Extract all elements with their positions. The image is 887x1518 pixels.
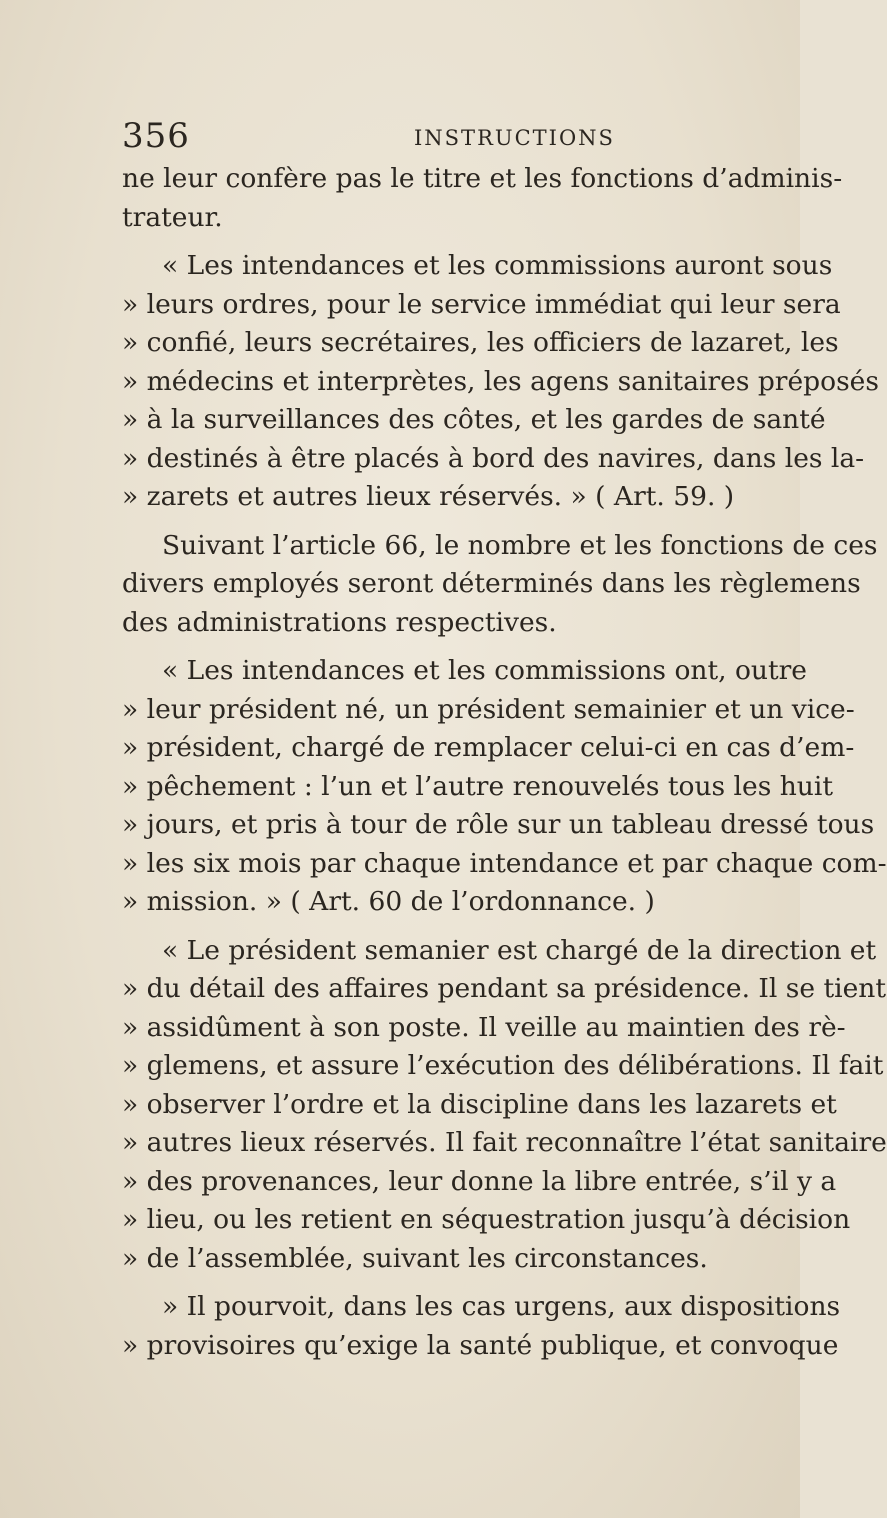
text-line: » autres lieux réservés. Il fait reconnaître l’état sanitaire [122,1127,887,1158]
text-line: divers employés seront déterminés dans les règlemens [122,568,861,599]
text-line: » destinés à être placés à bord des navires, dans les la- [122,442,865,474]
text-line: » à la surveillances des côtes, et les gardes de santé [122,404,826,435]
text-line: » du détail des affaires pendant sa présidence. Il se tient [122,973,887,1004]
text-line: trateur. [122,201,223,233]
text-line: » assidûment à son poste. Il veille au maintien des rè- [122,1011,846,1043]
text-line: » observer l’ordre et la discipline dans les lazarets et [122,1088,837,1120]
text-line: ne leur confère pas le titre et les fonctions d’adminis- [122,163,843,194]
text-line: » zarets et autres lieux réservés. » ( Art. 59. ) [122,481,735,512]
running-head: INSTRUCTIONS [414,126,615,150]
text-line: » confié, leurs secrétaires, les officiers de lazaret, les [122,327,839,358]
text-line: » pêchement : l’un et l’autre renouvelés tous les huit [122,770,833,802]
text-line: Suivant l’article 66, le nombre et les fonctions de ces [162,529,878,561]
text-line: » Il pourvoit, dans les cas urgens, aux dispositions [162,1291,841,1322]
text-line: » de l’assemblée, suivant les circonstances. [122,1242,708,1274]
text-line: « Les intendances et les commissions ont, outre [162,655,807,686]
text-line: » président, chargé de remplacer celui-ci en cas d’em- [122,732,855,763]
text-line: » médecins et interprètes, les agens sanitaires préposés [122,365,879,397]
text-line: » mission. » ( Art. 60 de l’ordonnance. ) [122,886,655,917]
text-line: » jours, et pris à tour de rôle sur un tableau dressé tous [122,809,875,840]
text-line: » leur président né, un président semainier et un vice- [122,693,855,725]
page-number: 356 [122,116,190,156]
text-line: » les six mois par chaque intendance et par chaque com- [122,847,887,879]
text-line: » lieu, ou les retient en séquestration jusqu’à décision [122,1204,851,1235]
text-line: « Les intendances et les commissions auront sous [162,250,833,281]
text-line: des administrations respectives. [122,606,557,638]
text-line: « Le président semanier est chargé de la direction et [162,934,877,966]
body-text [122,160,887,1365]
text-line: » glemens, et assure l’exécution des délibérations. Il fait [122,1050,884,1081]
text-line: » leurs ordres, pour le service immédiat qui leur sera [122,288,841,320]
text-line: » des provenances, leur donne la libre entrée, s’il y a [122,1165,837,1197]
text-line: » provisoires qu’exige la santé publique, et convoque [122,1329,839,1361]
page-header [122,116,762,160]
